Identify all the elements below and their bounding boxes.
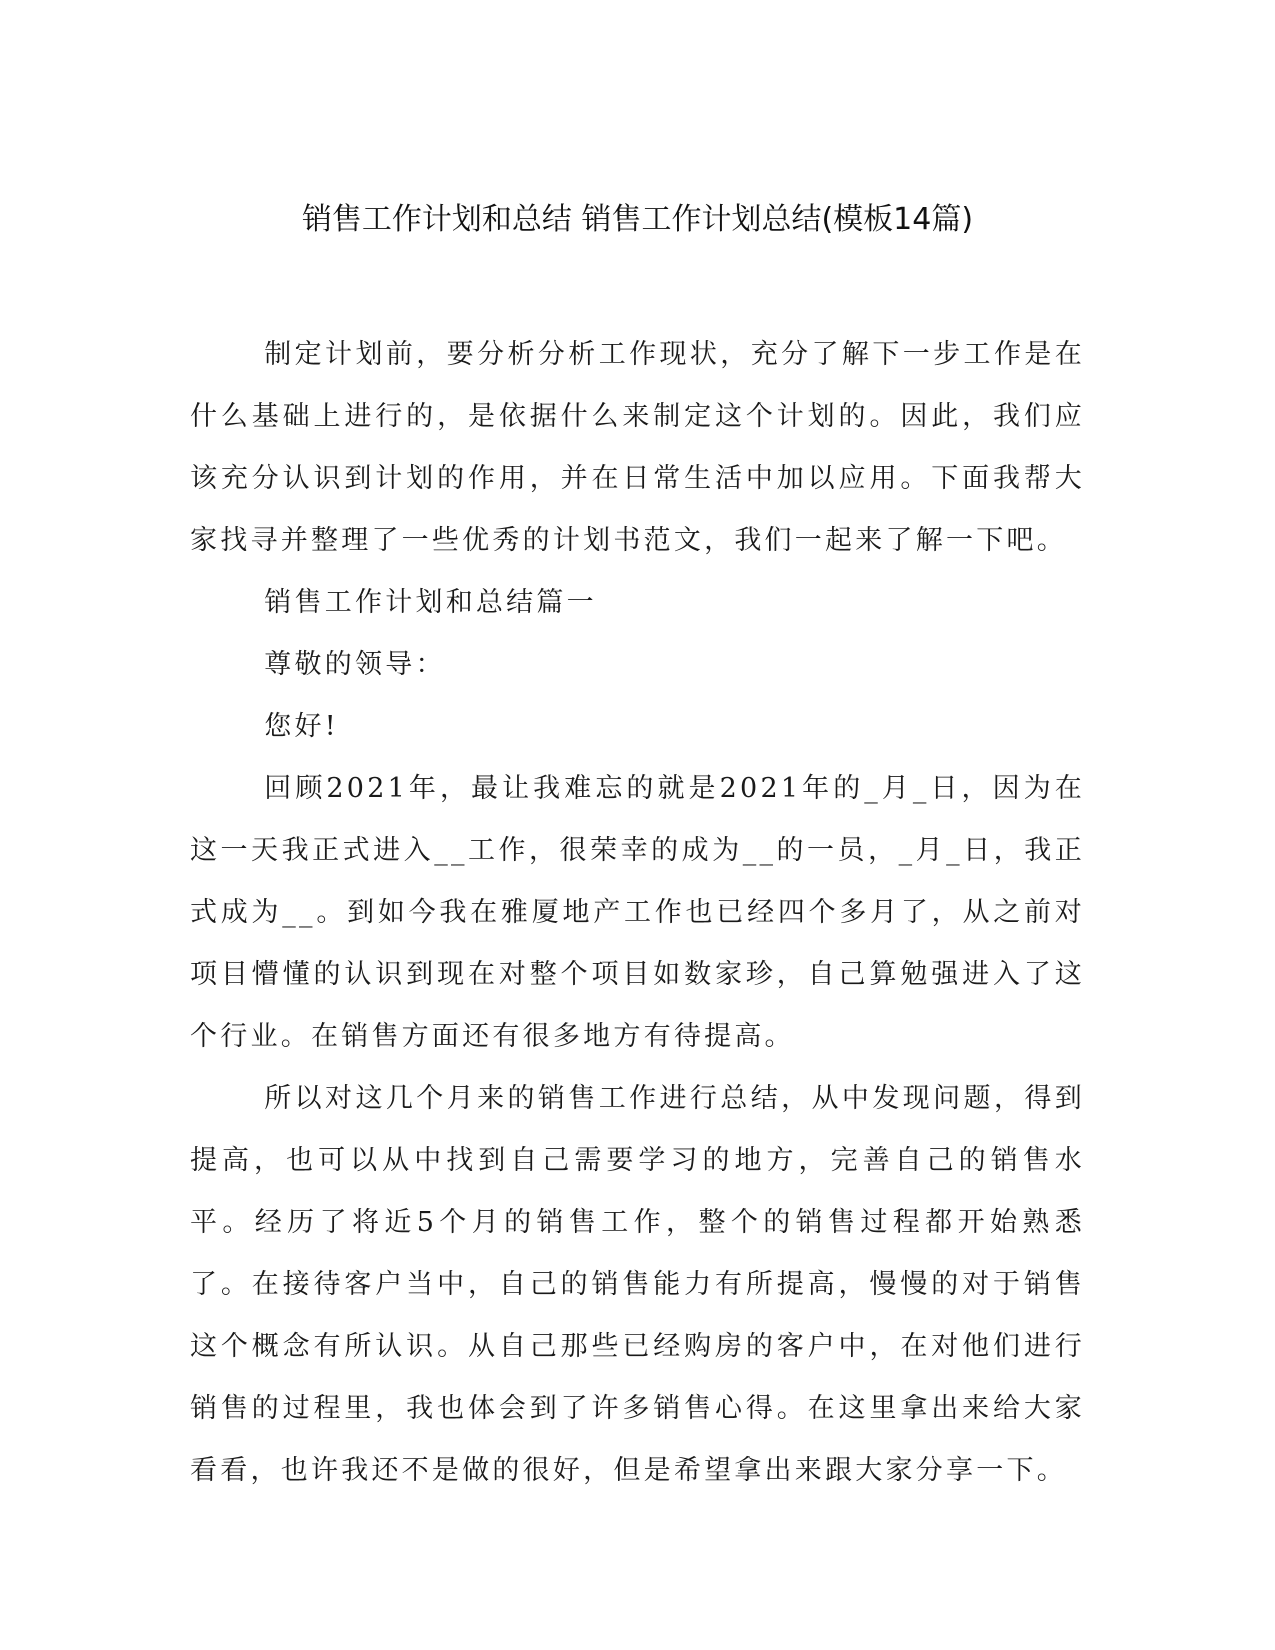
document-title: 销售工作计划和总结 销售工作计划总结(模板14篇) xyxy=(301,202,974,237)
section-heading: 销售工作计划和总结篇一 xyxy=(264,587,597,618)
summary-paragraph: 所以对这几个月来的销售工作进行总结，从中发现问题，得到提高，也可以从中找到自己需要学习的地方，完善自己的销售水平。经历了将近5个月的销售工作，整个的销售过程都开始熟悉了。在接待客户当中，自己的销售能力有所提高，慢慢的对于销售这个概念有所认识。从自己那些已经购房的客户中，在对他们进行销售的过程里，我也体会到了许多销售心得。在这里拿出来给大家看看，也许我还不是做的很好，但是希望拿出来跟大家分享一下。 xyxy=(190,1083,1085,1486)
greeting: 您好! xyxy=(264,711,339,742)
document-body xyxy=(190,324,1085,1502)
salutation: 尊敬的领导： xyxy=(264,649,446,680)
intro-paragraph: 制定计划前，要分析分析工作现状，充分了解下一步工作是在什么基础上进行的，是依据什么来制定这个计划的。因此，我们应该充分认识到计划的作用，并在日常生活中加以应用。下面我帮大家找寻并整理了一些优秀的计划书范文，我们一起来了解一下吧。 xyxy=(190,339,1085,556)
review-paragraph: 回顾2021年，最让我难忘的就是2021年的_月_日，因为在这一天我正式进入__工作，很荣幸的成为__的一员，_月_日，我正式成为__。到如今我在雅厦地产工作也已经四个多月了，从之前对项目懵懂的认识到现在对整个项目如数家珍，自己算勉强进入了这个行业。在销售方面还有很多地方有待提高。 xyxy=(190,773,1085,1052)
